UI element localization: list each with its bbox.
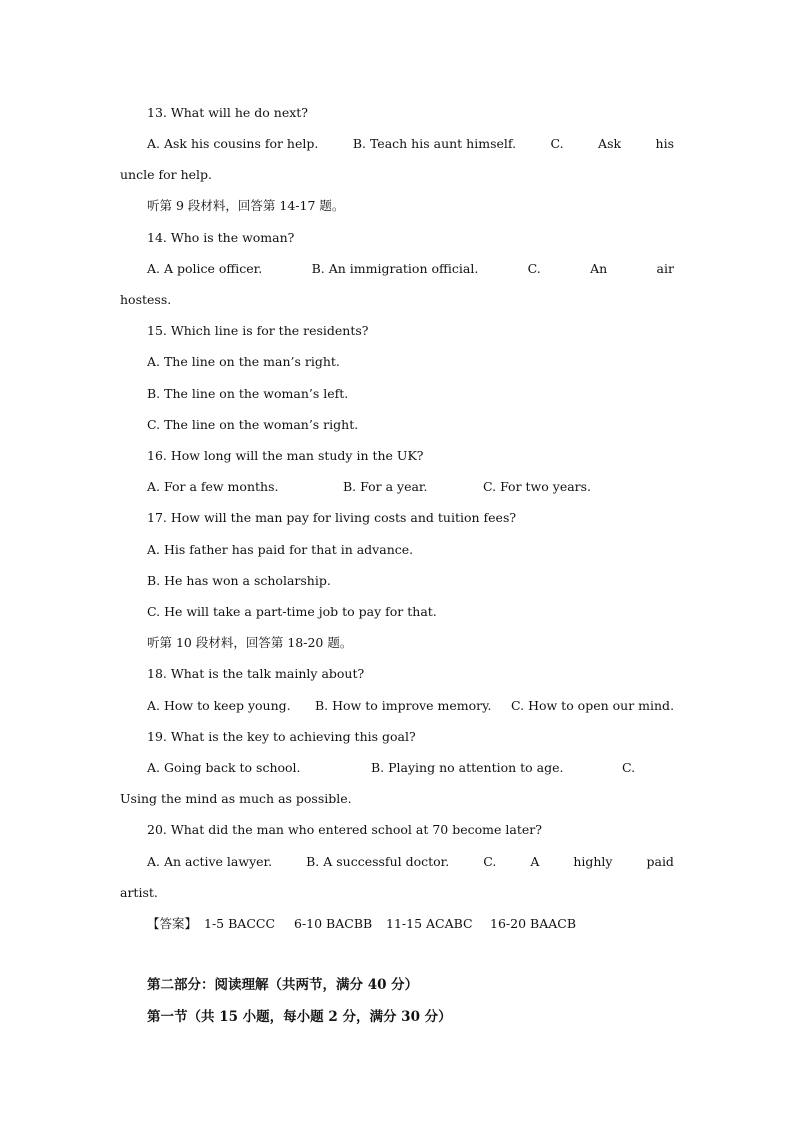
q17-option-c: C. He will take a part-time job to pay for that. [147,604,437,619]
section-9-instruction: 听第 9 段材料，回答第 14-17 题。 [147,198,345,213]
q20-option-a: A. An active lawyer. [147,854,273,869]
answer-group-1: 1-5 BACCC [204,916,276,931]
q14-option-b: B. An immigration official. [311,261,479,276]
q13-option-a: A. Ask his cousins for help. [147,136,319,151]
q20-option-c-continuation: artist. [120,885,158,900]
q19-option-a: A. Going back to school. [147,760,301,775]
q14-option-a: A. A police officer. [147,261,263,276]
q20-option-b: B. A successful doctor. [306,854,450,869]
answer-group-4: 16-20 BAACB [490,916,576,931]
q16-option-b: B. For a year. [343,479,428,494]
q14-option-c-letter: C. [527,261,541,276]
q16-option-c: C. For two years. [483,479,592,494]
answer-group-2: 6-10 BACBB [294,916,373,931]
q16-option-a: A. For a few months. [147,479,279,494]
q13-option-c-continuation: uncle for help. [120,167,212,182]
answer-label: 【答案】 [147,916,198,931]
q18-option-a: A. How to keep young. [147,698,291,713]
q17-option-a: A. His father has paid for that in advance. [147,542,414,557]
question-15: 15. Which line is for the residents? [147,323,369,338]
q14-option-c-continuation: hostess. [120,292,172,307]
q20-option-c-word1: A [530,854,540,869]
q20-option-c-word3: paid [646,854,674,869]
q13-option-b: B. Teach his aunt himself. [352,136,517,151]
question-14: 14. Who is the woman? [147,230,295,245]
question-16: 16. How long will the man study in the UK? [147,448,424,463]
q14-option-c-word1: An [590,261,608,276]
q19-option-c-continuation: Using the mind as much as possible. [120,791,352,806]
q19-option-b: B. Playing no attention to age. [371,760,564,775]
q14-option-c-word2: air [656,261,674,276]
part-2-heading: 第二部分：阅读理解（共两节，满分 40 分） [147,977,419,993]
q13-option-c-word2: his [655,136,674,151]
q15-option-a: A. The line on the man’s right. [147,354,340,369]
question-20: 20. What did the man who entered school at 70 become later? [147,822,542,837]
q18-option-b: B. How to improve memory. [315,698,492,713]
q20-option-c-word2: highly [573,854,613,869]
question-18: 18. What is the talk mainly about? [147,666,365,681]
q13-options-row [147,136,674,152]
question-19: 19. What is the key to achieving this goal? [147,729,416,744]
q18-option-c: C. How to open our mind. [511,698,675,713]
q19-option-c-letter: C. [622,760,636,775]
section-1-heading: 第一节（共 15 小题，每小题 2 分，满分 30 分） [147,1009,452,1025]
question-17: 17. How will the man pay for living costs and tuition fees? [147,510,517,525]
answer-group-3: 11-15 ACABC [386,916,473,931]
question-13: 13. What will he do next? [147,105,309,120]
q15-option-c: C. The line on the woman’s right. [147,417,359,432]
q13-option-c-word1: Ask [598,136,622,151]
section-10-instruction: 听第 10 段材料，回答第 18-20 题。 [147,635,353,650]
q17-option-b: B. He has won a scholarship. [147,573,331,588]
q20-option-c-letter: C. [483,854,497,869]
q14-options-row [147,261,674,277]
q15-option-b: B. The line on the woman’s left. [147,386,349,401]
q13-option-c-letter: C. [550,136,564,151]
q20-options-row [147,854,674,870]
